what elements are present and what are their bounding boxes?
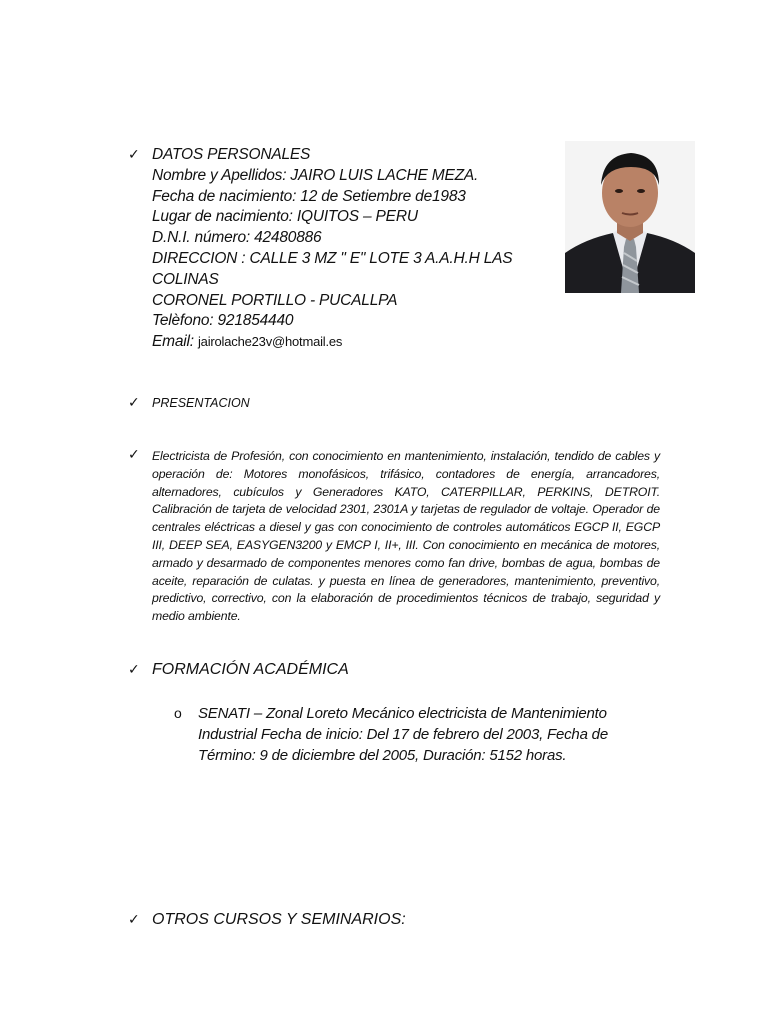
senati-entry: SENATI – Zonal Loreto Mecánico electricista de Mantenimiento Industrial Fecha de inicio: Del 17 de febrero del 2003, Fecha de Término: 9 de diciembre del 2005, Duración: 5152 horas. bbox=[198, 705, 608, 764]
personal-heading: DATOS PERSONALES bbox=[152, 146, 311, 163]
circle-bullet-icon: o bbox=[174, 705, 182, 721]
checkmark-icon: ✓ bbox=[128, 395, 140, 411]
personal-address-2: COLINAS bbox=[152, 270, 219, 288]
presentacion-heading: PRESENTACION bbox=[152, 396, 250, 410]
profile-photo bbox=[565, 141, 695, 293]
personal-city: CORONEL PORTILLO - PUCALLPA bbox=[152, 291, 398, 309]
otros-heading: OTROS CURSOS Y SEMINARIOS: bbox=[152, 911, 406, 928]
personal-dni: D.N.I. número: 42480886 bbox=[152, 229, 322, 247]
checkmark-icon: ✓ bbox=[128, 912, 140, 928]
checkmark-icon: ✓ bbox=[128, 147, 140, 163]
email-value[interactable]: jairolache23v@hotmail.es bbox=[197, 334, 343, 350]
personal-data-section bbox=[152, 145, 552, 353]
personal-birthplace: Lugar de nacimiento: IQUITOS – PERU bbox=[152, 208, 418, 226]
checkmark-icon: ✓ bbox=[128, 662, 140, 678]
personal-phone: Telèfono: 921854440 bbox=[152, 312, 294, 330]
checkmark-icon: ✓ bbox=[128, 447, 140, 463]
presentacion-paragraph: Electricista de Profesión, con conocimiento en mantenimiento, instalación, tendido de cables y operación de: Motores monofásicos, trifásico, contadores de energía, arrancadores, alternadores, cubículos y Generadores KATO, CATERPILLAR, PERKINS, DETROIT. Calibración de tarjeta de velocidad 2301, 2301A y tarjetas de regulador de voltaje. Operador de centrales eléctricas a diesel y gas con conocimiento de controles automáticos EGCP II, EGCP III, DEEP SEA, EASYGEN3200 y EMCP I, II+, III. Con conocimiento en mecánica de motores, armado y desarmado de componentes menores como fan drive, bombas de agua, bombas de aceite, reparación de culatas. y puesta en línea de generadores, mantenimiento, preventivo, predictivo, correctivo, con la elaboración de procedimientos técnicos de trabajo, seguridad y medio ambiente. bbox=[152, 449, 660, 624]
formacion-heading: FORMACIÓN ACADÉMICA bbox=[152, 661, 349, 678]
email-label: Email: bbox=[152, 333, 194, 351]
personal-birthdate: Fecha de nacimiento: 12 de Setiembre de1983 bbox=[152, 187, 466, 205]
personal-email bbox=[152, 332, 552, 353]
personal-name: Nombre y Apellidos: JAIRO LUIS LACHE MEZA. bbox=[152, 166, 479, 184]
personal-address-1: DIRECCION : CALLE 3 MZ " E" LOTE 3 A.A.H.H LAS bbox=[152, 249, 513, 267]
